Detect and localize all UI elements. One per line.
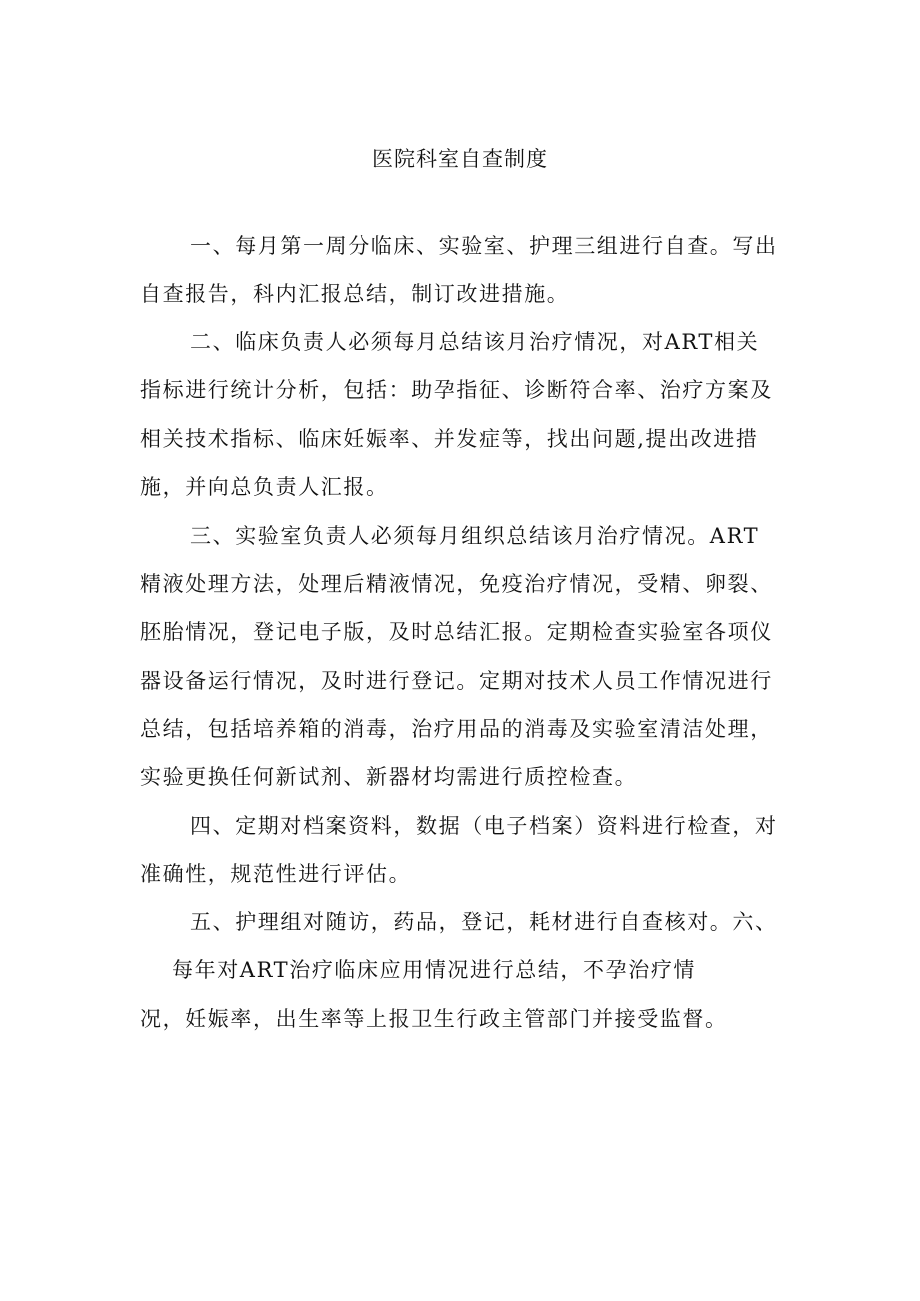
paragraph-6-line-1: 每年对ART治疗临床应用情况进行总结，不孕治疗情 [172,958,697,982]
paragraph-4-line-1: 四、定期对档案资料，数据（电子档案）资料进行检查，对 [190,814,778,838]
paragraph-3-line-3: 胚胎情况，登记电子版，及时总结汇报。定期检查实验室各项仪 [140,620,773,644]
paragraph-3-line-5: 总结，包括培养箱的消毒，治疗用品的消毒及实验室清洁处理， [140,717,773,741]
paragraph-1-line-2: 自查报告，科内汇报总结，制订改进措施。 [140,282,570,306]
document-title: 医院科室自查制度 [372,147,548,171]
paragraph-5-line-1: 五、护理组对随访，药品，登记，耗材进行自查核对。六、 [190,910,778,934]
paragraph-3-line-4: 器设备运行情况，及时进行登记。定期对技术人员工作情况进行 [140,669,773,693]
paragraph-3-line-6: 实验更换任何新试剂、新器材均需进行质控检查。 [140,765,638,789]
paragraph-2-line-3: 相关技术指标、临床妊娠率、并发症等，找出问题,提出改进措 [140,427,759,451]
paragraph-1-line-1: 一、每月第一周分临床、实验室、护理三组进行自查。写出 [190,234,778,258]
paragraph-2-line-1: 二、临床负责人必须每月总结该月治疗情况，对ART相关 [190,330,760,354]
paragraph-4-line-2: 准确性，规范性进行评估。 [140,862,412,886]
paragraph-3-line-1: 三、实验室负责人必须每月组织总结该月治疗情况。ART [190,524,760,548]
paragraph-2-line-2: 指标进行统计分析，包括：助孕指征、诊断符合率、治疗方案及 [140,378,773,402]
paragraph-3-line-2: 精液处理方法，处理后精液情况，免疫治疗情况，受精、卵裂、 [140,572,773,596]
paragraph-6-line-2: 况，妊娠率，出生率等上报卫生行政主管部门并接受监督。 [140,1007,728,1031]
paragraph-2-line-4: 施，并向总负责人汇报。 [140,475,389,499]
